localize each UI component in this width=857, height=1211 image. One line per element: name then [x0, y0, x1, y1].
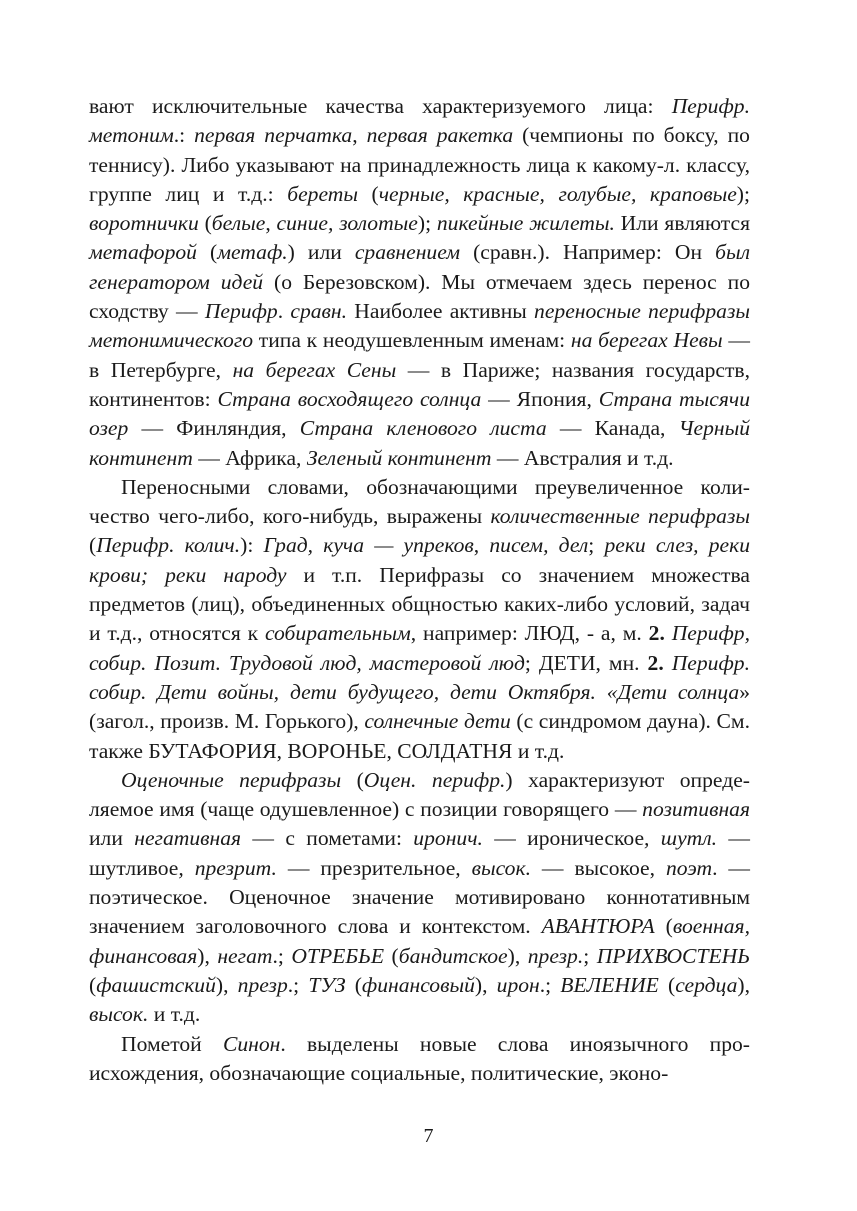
text-run: (о Березовском). Мы отмечаем здесь перенос по сходству — [89, 269, 750, 324]
text-run [664, 651, 672, 675]
paragraph-synonym-mark [89, 1030, 750, 1089]
italic-run: ПРИХВОСТЕНЬ [596, 943, 750, 968]
italic-run: ВЕЛЕНИЕ [560, 972, 659, 997]
italic-run: сравнением [354, 240, 461, 265]
text-run: ): [240, 533, 264, 558]
text-run: ), [507, 943, 528, 968]
italic-run: реки слез, реки крови; реки народу [89, 533, 750, 587]
italic-run: Перифр. метоним [89, 94, 750, 148]
italic-run: был генератором идей [89, 240, 750, 294]
italic-run: Перифр, собир. Позит. Трудовой люд, мастеровой люд [89, 621, 750, 675]
text-run: , [473, 533, 490, 558]
page-number: 7 [423, 1125, 434, 1147]
text-run: — презрительное [276, 855, 456, 880]
italic-run: ОТРЕБЬЕ [291, 943, 385, 968]
text-run: и т.п. Перифразы со значением множества предметов (лиц), объединенных общностью каких-либо условий, задач и т.д., относятся к [89, 562, 750, 646]
italic-run: черные, красные, голубые, краповые [378, 181, 737, 206]
text-run: . [277, 299, 291, 324]
italic-run: негативная [134, 826, 242, 851]
text-run: ) или [287, 240, 355, 265]
text-run: Пометой [121, 1031, 223, 1056]
italic-run: презр. [527, 943, 584, 968]
text-run: — Канада, [546, 416, 679, 441]
text-run: .; [287, 972, 309, 997]
text-run: ( [654, 914, 673, 939]
italic-run: белые [211, 211, 266, 236]
italic-run: синие, золотые [276, 211, 418, 236]
text-run: Наиболее активны [347, 299, 535, 324]
italic-run: бандитское [398, 943, 508, 968]
italic-run: презр [237, 972, 288, 997]
italic-run: метафорой [89, 240, 197, 265]
text-run: — ироническое [482, 826, 645, 851]
text-run: . — поэтическое. Оценочное значение мотивировано коннотативным значением заголовочного слова и контекстом. [89, 855, 751, 939]
italic-run: Страна кленового листа [299, 416, 547, 441]
bold-run: 2. [647, 650, 664, 675]
italic-run: береты [287, 181, 358, 206]
italic-run: фашистский [96, 972, 216, 997]
italic-run: солнечные дети [364, 709, 511, 734]
text-run: (чемпионы по боксу, по теннису). Либо указывают на принадлежность лица к какому-л. классу, группе лиц и т.д.: [89, 123, 750, 206]
italic-run: метаф. [217, 240, 288, 265]
italic-run: , шутл. [644, 826, 718, 851]
italic-run: Град, куча — упреков [263, 533, 474, 558]
text-run: — с пометами: [241, 826, 414, 851]
text-run: ), [197, 943, 218, 968]
text-run: — Австралия и т.д. [491, 445, 674, 470]
text-run: ), [474, 972, 497, 997]
italic-run: Перифр [204, 299, 278, 324]
italic-run: позитивная [642, 797, 750, 822]
italic-run: высок. [89, 1002, 149, 1027]
italic-run: иронич. [413, 826, 483, 851]
text-run: ( [198, 211, 212, 236]
italic-run: , презрит. [178, 855, 277, 880]
text-run: — Африка, [192, 445, 307, 470]
text-run: (с синдромом дауна). См. также БУТАФОРИЯ, ВОРОНЬЕ, СОЛДАТНЯ и т.д. [89, 709, 750, 763]
text-run: или [89, 826, 135, 851]
text-run: ( [384, 943, 399, 968]
italic-run: Страна тысячи озер [89, 386, 750, 441]
text-run: ), [215, 972, 238, 997]
text-run: — в Париже; названия государств, континентов: [89, 357, 750, 411]
text-run [665, 621, 672, 645]
text-run: , [352, 123, 367, 148]
text-run: , например: ЛЮД, - а, м. [410, 621, 649, 646]
italic-run: сердца [675, 972, 738, 997]
italic-run: финансовый [361, 972, 475, 997]
text-run: ( [341, 767, 364, 792]
italic-run: , высок. [455, 855, 531, 880]
italic-run: Перифр. собир. Дети войны, дети будущего, дети Октября. «Дети солнца [89, 650, 750, 704]
italic-run: Оценочные перифразы [121, 767, 342, 792]
text-run: ); [736, 181, 750, 206]
text-run: .; [272, 943, 292, 968]
bold-run: 2. [648, 621, 665, 646]
italic-run: ТУЗ [308, 972, 346, 997]
italic-run: первая перчатка [194, 123, 353, 148]
text-run: — Финляндия, [128, 416, 300, 441]
page-body [89, 92, 750, 1088]
italic-run: переносные перифразы метонимического [89, 299, 751, 353]
italic-run: ирон [496, 972, 540, 997]
italic-run: поэт [665, 855, 713, 880]
text-run: — шутливое [89, 826, 751, 880]
italic-run: собирательным [264, 621, 411, 646]
text-run: ( [357, 181, 379, 206]
text-run: ( [658, 972, 676, 997]
text-run: ( [196, 240, 218, 265]
text-run: — высокое, [530, 855, 666, 880]
italic-run: Страна восходящего солнца [217, 386, 482, 411]
text-run: Или являются [614, 211, 751, 236]
text-run: ; [583, 943, 597, 968]
text-run: ; [588, 533, 605, 558]
italic-run: сравн. [290, 299, 348, 324]
text-run: ( [89, 972, 97, 997]
italic-run: Зеленый континент [306, 445, 492, 470]
text-run: ( [345, 972, 362, 997]
text-run: (сравн.). Например: Он [460, 240, 716, 265]
text-run: ) характеризуют определяемое имя (чаще одушевленное) с позиции говорящего — [89, 767, 750, 822]
italic-run: Черный континент [89, 416, 751, 470]
text-run: вают исключительные качества характеризуемого лица: [89, 94, 672, 118]
text-run: и т.д. [148, 1002, 201, 1027]
text-run: ); [417, 211, 437, 236]
italic-run: воротнички [89, 211, 199, 236]
paragraph-continuation [89, 92, 750, 473]
text-run: .: [173, 123, 195, 148]
text-run: ; ДЕТИ, мн. [524, 650, 648, 675]
text-run: . выделены новые слова иноязычного происхождения, обозначающие социальные, политические, эконо- [89, 1031, 750, 1085]
paragraph-evaluative-periphrases [89, 766, 750, 1030]
text-run: ), [737, 972, 750, 997]
italic-run: пикейные жилеты. [436, 211, 615, 236]
italic-run: количественные перифразы [490, 504, 750, 529]
text-run: » (загол., произв. М. Горького), [89, 679, 750, 734]
text-run: Переносными словами, обозначающими преувеличенное количество чего-либо, кого-нибудь, выражены [89, 474, 750, 529]
italic-run: писем, дел [489, 533, 589, 558]
italic-run: Перифр. колич. [96, 533, 241, 558]
italic-run: Оцен. перифр. [363, 767, 506, 792]
italic-run: на берегах Сены [232, 357, 397, 382]
text-run: — Япония, [481, 386, 599, 411]
text-run: .; [539, 972, 561, 997]
italic-run: военная, финансовая [89, 914, 750, 968]
text-run: ( [89, 533, 97, 558]
italic-run: Синон [222, 1031, 281, 1056]
text-run: , [265, 211, 277, 236]
paragraph-quantitative-periphrases [89, 473, 750, 766]
italic-run: на берегах Невы [570, 328, 723, 353]
text-run: — в Петербурге, [89, 328, 751, 382]
italic-run: первая ракетка [366, 123, 514, 148]
text-run: типа к неодушевленным именам: [253, 328, 571, 353]
italic-run: негат [217, 943, 273, 968]
italic-run: АВАНТЮРА [541, 914, 655, 939]
